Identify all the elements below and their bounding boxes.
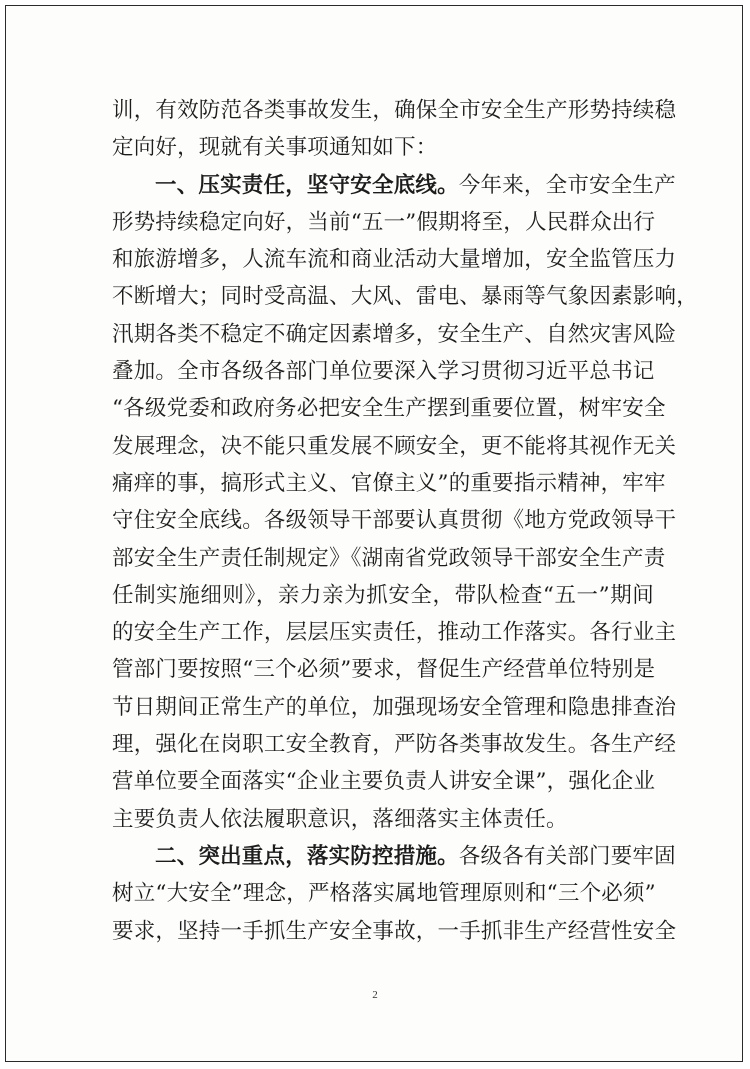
line-text: 营单位要全面落实“企业主要负责人讲安全课”，强化企业 (112, 769, 656, 795)
line-text: 树立“大安全”理念，严格落实属地管理原则和“三个必须” (112, 881, 656, 907)
continuation-paragraph (112, 92, 677, 167)
text-line (112, 390, 666, 427)
text-line (112, 353, 654, 390)
text-line (112, 577, 654, 614)
line-text: 痛痒的事，搞形式主义、官僚主义”的重要指示精神，牢牢 (112, 470, 666, 496)
text-line (112, 689, 677, 726)
line-text: 汛期各类不稳定不确定因素增多，安全生产、自然灾害风险 (112, 321, 677, 347)
text-line (112, 838, 676, 875)
text-line (112, 763, 654, 800)
line-text: 理，强化在岗职工安全教育，严防各类事故发生。各生产经 (112, 732, 677, 758)
section-paragraph (112, 838, 677, 950)
text-line (112, 540, 666, 577)
line-text: 训，有效防范各类事故发生，确保全市安全生产形势持续稳 (112, 98, 677, 123)
text-line (112, 167, 676, 204)
line-text: 管部门要按照“三个必须”要求，督促生产经营单位特别是 (112, 657, 656, 683)
line-text: “各级党委和政府务必把安全生产摆到重要位置，树牢安全 (112, 396, 666, 422)
text-line (112, 726, 677, 763)
text-line (112, 129, 654, 166)
line-text: 节日期间正常生产的单位，加强现场安全管理和隐患排查治 (112, 694, 677, 720)
document-body (112, 92, 698, 950)
line-text: 发展理念，决不能只重发展不顾安全，更不能将其视作无关 (112, 433, 677, 459)
line-text: 不断增大；同时受高温、大风、雷电、暴雨等气象因素影响， (112, 284, 698, 310)
text-line (112, 278, 698, 315)
text-line (112, 913, 677, 950)
section-heading: 二、突出重点，落实防控措施。 (155, 843, 459, 869)
text-line (112, 651, 654, 688)
line-text: 今年来，全市安全生产 (458, 172, 676, 198)
text-line (112, 316, 677, 353)
text-line (112, 241, 677, 278)
text-line (112, 614, 677, 651)
text-line (112, 875, 654, 912)
line-text: 要求，坚持一手抓生产安全事故，一手抓非生产经营性安全 (112, 918, 677, 944)
line-text: 的安全生产工作，层层压实责任，推动工作落实。各行业主 (112, 620, 677, 646)
section-paragraph (112, 167, 698, 838)
line-text: 部安全生产责任制规定》《湖南省党政领导干部安全生产责 (112, 545, 666, 571)
text-line (112, 428, 677, 465)
page-number: 2 (372, 989, 378, 1001)
section-heading: 一、压实责任，坚守安全底线。 (155, 172, 459, 198)
line-text: 定向好，现就有关事项通知如下： (112, 135, 438, 161)
text-line (112, 502, 677, 539)
text-line (112, 92, 677, 129)
line-text: 形势持续稳定向好，当前“五一”假期将至，人民群众出行 (112, 209, 656, 235)
line-text: 守住安全底线。各级领导干部要认真贯彻《地方党政领导干 (112, 508, 677, 534)
line-text: 叠加。全市各级各部门单位要深入学习贯彻习近平总书记 (112, 359, 655, 385)
line-text: 各级各有关部门要牢固 (458, 843, 676, 869)
text-line (112, 204, 654, 241)
line-text: 任制实施细则》，亲力亲为抓安全，带队检查“五一”期间 (112, 582, 654, 608)
text-line (112, 801, 654, 838)
line-text: 主要负责人依法履职意识，落细落实主体责任。 (112, 806, 568, 832)
line-text: 和旅游增多，人流车流和商业活动大量增加，安全监管压力 (112, 247, 677, 273)
text-line (112, 465, 666, 502)
